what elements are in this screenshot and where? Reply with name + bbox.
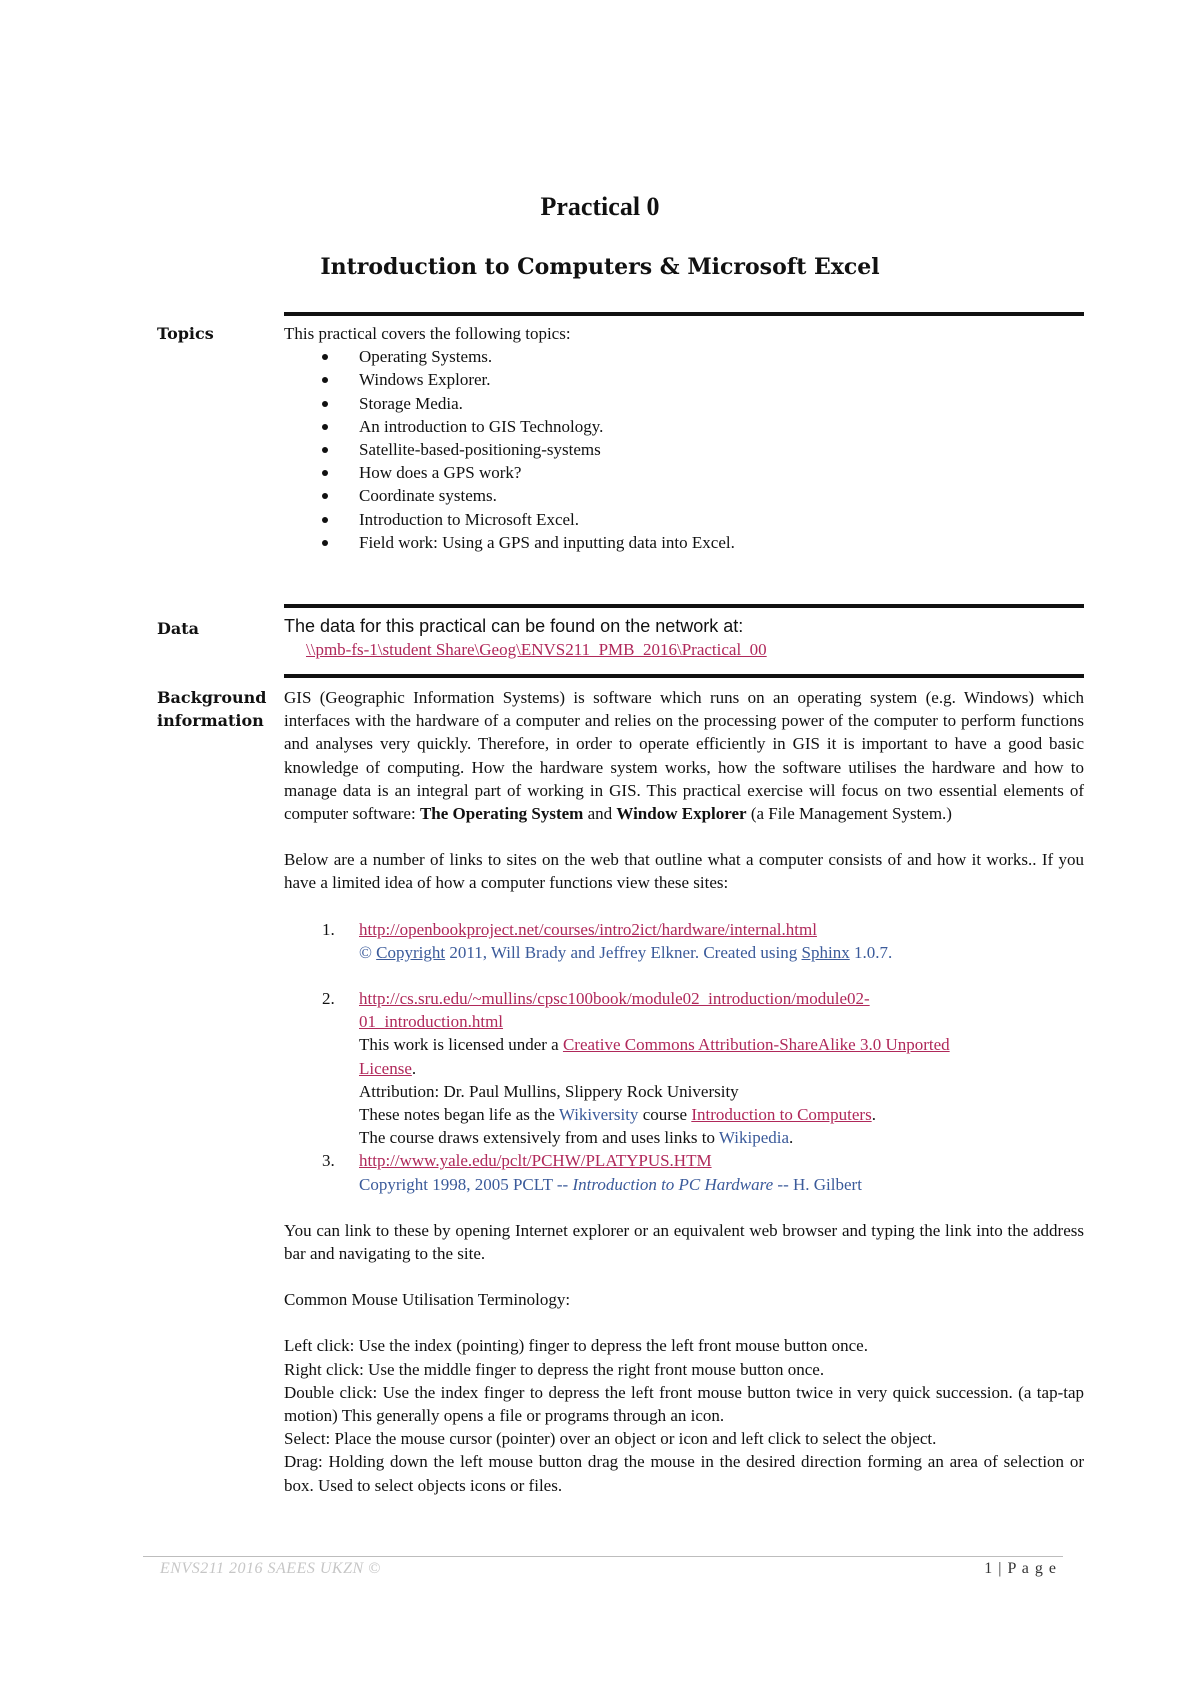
list-item: How does a GPS work? xyxy=(284,461,1084,484)
bullet-icon xyxy=(322,377,328,383)
reference-item-2: 2. http://cs.sru.edu/~mullins/cpsc100book/module02_introduction/module02- 01_introduction.html This work is licensed under a Creative Commons Attribution-ShareAlike 3.0 Unported License. Attribution: Dr. Paul Mullins, Slippery Rock University These notes began life as the Wikiversity course Introduction to Computers. The course draws extensively from and uses links to Wikipedia. xyxy=(284,987,1084,1149)
attribution-text: Attribution: Dr. Paul Mullins, Slippery Rock University xyxy=(359,1081,739,1101)
bullet-icon xyxy=(322,517,328,523)
bullet-icon xyxy=(322,493,328,499)
wikiversity-link[interactable]: Wikiversity xyxy=(558,1105,639,1125)
section-rule-data xyxy=(284,604,1084,608)
data-description: The data for this practical can be found on the network at: xyxy=(284,616,744,636)
background-paragraph-2: Below are a number of links to sites on the web that outline what a computer consists of and how it works.. If you have a limited idea of how a computer functions view these sites: xyxy=(284,850,1084,893)
document-subtitle: Introduction to Computers & Microsoft Excel xyxy=(320,254,880,280)
copyright-link[interactable]: Copyright xyxy=(376,942,446,962)
sphinx-link[interactable]: Sphinx xyxy=(801,942,850,962)
list-item: Operating Systems. xyxy=(284,345,1084,368)
bullet-icon xyxy=(322,354,328,360)
background-paragraph-1: GIS (Geographic Information Systems) is software which runs on an operating system (e.g. Windows) which interfaces with the hardware of a computer and relies on the processing power of the computer to perform functions and analyses very quickly. Therefore, in order to operate efficiently in GIS it is important to have a good basic knowledge of computing. How the hardware system works, how the software utilises the hardware and how to manage data is an integral part of working in GIS. This practical exercise will focus on two essential elements of computer software: The Operating System and Window Explorer (a File Management System.) xyxy=(284,688,1084,824)
mouse-right-click: Right click: Use the middle finger to depress the right front mouse button once. xyxy=(284,1359,825,1379)
section-rule-background xyxy=(284,674,1084,678)
topics-label: Topics xyxy=(157,324,214,343)
footer-page-number: 1 | P a g e xyxy=(984,1560,1057,1577)
wikipedia-link[interactable]: Wikipedia xyxy=(718,1128,790,1148)
mouse-select: Select: Place the mouse cursor (pointer) over an object or icon and left click to select the object. xyxy=(284,1429,937,1449)
bullet-icon xyxy=(322,424,328,430)
reference-link-3[interactable]: http://www.yale.edu/pclt/PCHW/PLATYPUS.HTM xyxy=(359,1151,712,1171)
mouse-terminology-heading: Common Mouse Utilisation Terminology: xyxy=(284,1290,571,1310)
reference-item-1: 1. http://openbookproject.net/courses/intro2ict/hardware/internal.html © Copyright 2011, Will Brady and Jeffrey Elkner. Created using Sphinx 1.0.7. xyxy=(322,919,893,962)
mouse-drag: Drag: Holding down the left mouse button drag the mouse in the desired direction forming an area of selection or box. Used to select objects icons or files. xyxy=(284,1452,1084,1495)
list-item: Field work: Using a GPS and inputting data into Excel. xyxy=(284,531,1084,554)
background-label: Background information xyxy=(157,688,267,730)
reference-list xyxy=(284,918,1084,1196)
reference-item-3: 3. http://www.yale.edu/pclt/PCHW/PLATYPUS.HTM Copyright 1998, 2005 PCLT -- Introduction to PC Hardware -- H. Gilbert xyxy=(322,1151,862,1194)
bullet-icon xyxy=(322,470,328,476)
network-path-link[interactable]: \\pmb-fs-1\student Share\Geog\ENVS211_PMB_2016\Practical_00 xyxy=(306,640,767,659)
mouse-double-click: Double click: Use the index finger to depress the left front mouse button twice in very quick succession. (a tap-tap motion) This generally opens a file or programs through an icon. xyxy=(284,1382,1084,1426)
topics-list xyxy=(284,345,1084,554)
list-item: An introduction to GIS Technology. xyxy=(284,415,1084,438)
footer-course-text: ENVS211 2016 SAEES UKZN © xyxy=(160,1560,381,1577)
course-link[interactable]: Introduction to Computers xyxy=(691,1105,872,1125)
list-item: Windows Explorer. xyxy=(284,368,1084,391)
list-item: Introduction to Microsoft Excel. xyxy=(284,508,1084,531)
background-paragraph-3: You can link to these by opening Internet explorer or an equivalent web browser and typing the link into the address bar and navigating to the site. xyxy=(284,1220,1084,1264)
document-title: Practical 0 xyxy=(540,192,660,221)
footer-rule xyxy=(143,1556,1063,1557)
background-content xyxy=(284,686,1084,1497)
mouse-left-click: Left click: Use the index (pointing) finger to depress the left front mouse button once. xyxy=(284,1336,868,1356)
reference-link-2[interactable]: http://cs.sru.edu/~mullins/cpsc100book/module02_introduction/module02- 01_introduction.html xyxy=(359,989,870,1032)
data-content xyxy=(284,614,1084,661)
list-item: Storage Media. xyxy=(284,392,1084,415)
license-link[interactable]: Creative Commons Attribution-ShareAlike 3.0 Unported License xyxy=(359,1035,950,1078)
topics-intro: This practical covers the following topics: xyxy=(284,324,571,343)
list-item: Coordinate systems. xyxy=(284,484,1084,507)
bullet-icon xyxy=(322,540,328,546)
topics-content xyxy=(284,322,1084,554)
bullet-icon xyxy=(322,401,328,407)
list-item: Satellite-based-positioning-systems xyxy=(284,438,1084,461)
section-rule-topics xyxy=(284,312,1084,316)
bullet-icon xyxy=(322,447,328,453)
reference-link-1[interactable]: http://openbookproject.net/courses/intro2ict/hardware/internal.html xyxy=(359,919,817,939)
data-label: Data xyxy=(157,619,199,638)
